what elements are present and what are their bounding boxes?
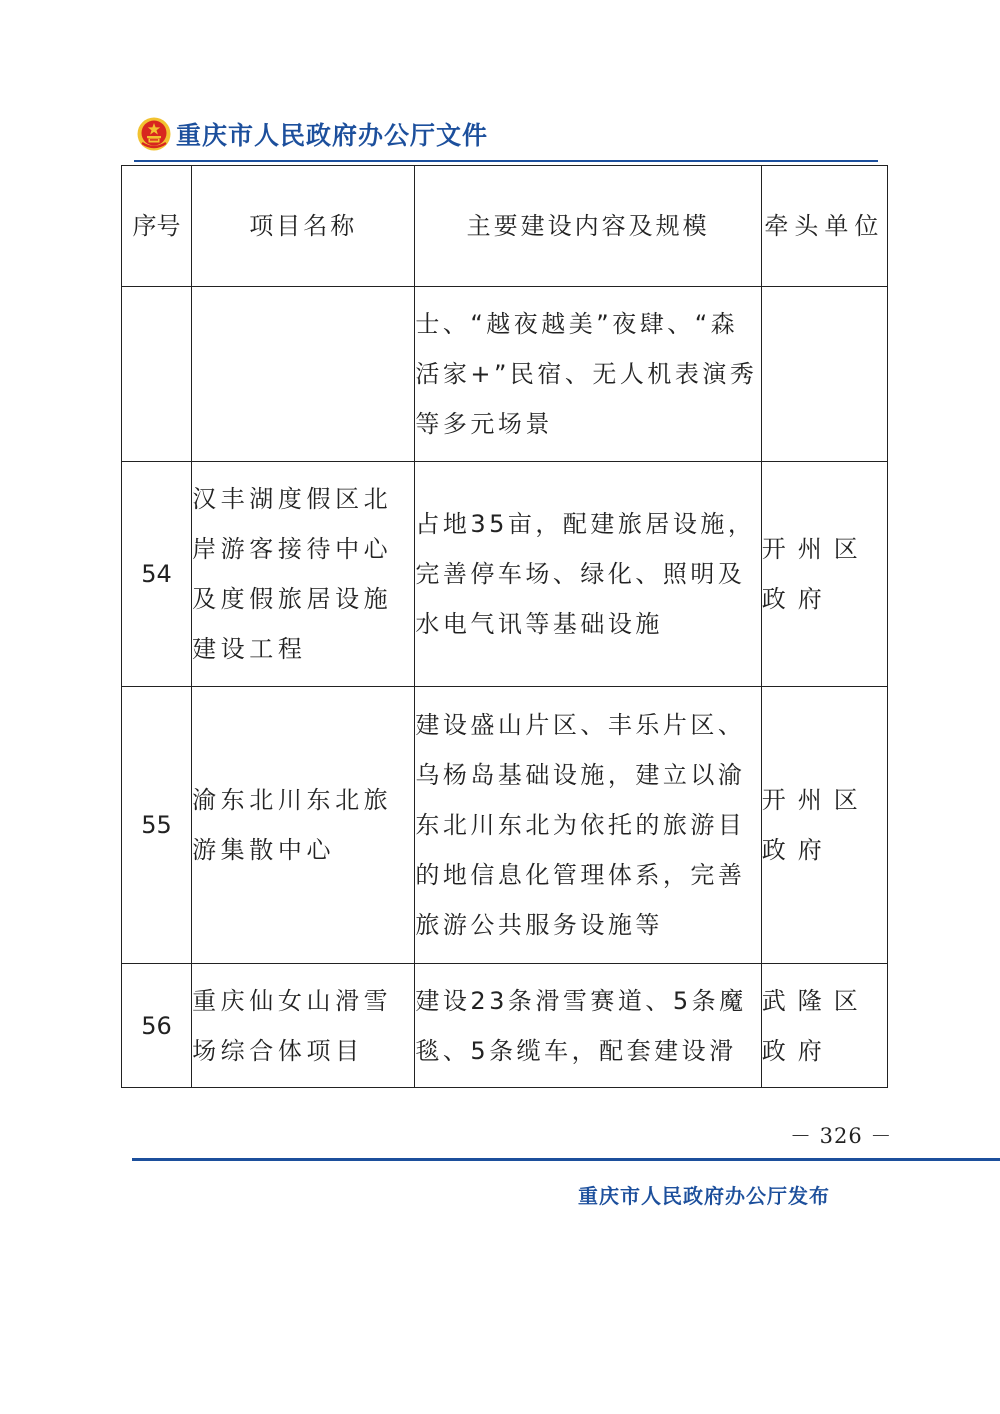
document-header (136, 112, 488, 156)
page-number: － 326 － (790, 1124, 893, 1148)
header-content: 主要建设内容及规模 (415, 166, 761, 287)
row-seq: 55 (122, 687, 192, 964)
row-content: 建设盛山片区、丰乐片区、乌杨岛基础设施，建立以渝东北川东北为依托的旅游目的地信息化管理体系，完善旅游公共服务设施等 (415, 687, 761, 964)
table-row (122, 964, 888, 1088)
row-name: 重庆仙女山滑雪场综合体项目 (192, 964, 415, 1088)
project-table (121, 165, 888, 1088)
row-name: 汉丰湖度假区北岸游客接待中心及度假旅居设施建设工程 (192, 462, 415, 687)
row-seq: 56 (122, 964, 192, 1088)
row-name (192, 287, 415, 462)
row-seq: 54 (122, 462, 192, 687)
table-row (122, 462, 888, 687)
document-footer: 重庆市人民政府办公厅发布 (578, 1184, 830, 1208)
footer-divider (132, 1158, 1000, 1161)
row-content: 占地35亩，配建旅居设施，完善停车场、绿化、照明及水电气讯等基础设施 (415, 462, 761, 687)
row-lead: 开州区政府 (761, 687, 887, 964)
header-lead: 牵头单位 (761, 166, 887, 287)
table-row (122, 687, 888, 964)
document-header-title: 重庆市人民政府办公厅文件 (176, 121, 489, 150)
table-header-row (122, 166, 888, 287)
table-row (122, 287, 888, 462)
row-content: 建设23条滑雪赛道、5条魔毯、5条缆车，配套建设滑 (415, 964, 761, 1088)
row-lead: 开州区政府 (761, 462, 887, 687)
row-lead: 武隆区政府 (761, 964, 887, 1088)
national-emblem-icon (136, 116, 172, 152)
row-name: 渝东北川东北旅游集散中心 (192, 687, 415, 964)
row-seq (122, 287, 192, 462)
header-seq: 序号 (122, 166, 192, 287)
header-name: 项目名称 (192, 166, 415, 287)
header-divider (134, 160, 878, 162)
row-lead (761, 287, 887, 462)
row-content: 士、“越夜越美”夜肆、“森活家+”民宿、无人机表演秀等多元场景 (415, 287, 761, 462)
